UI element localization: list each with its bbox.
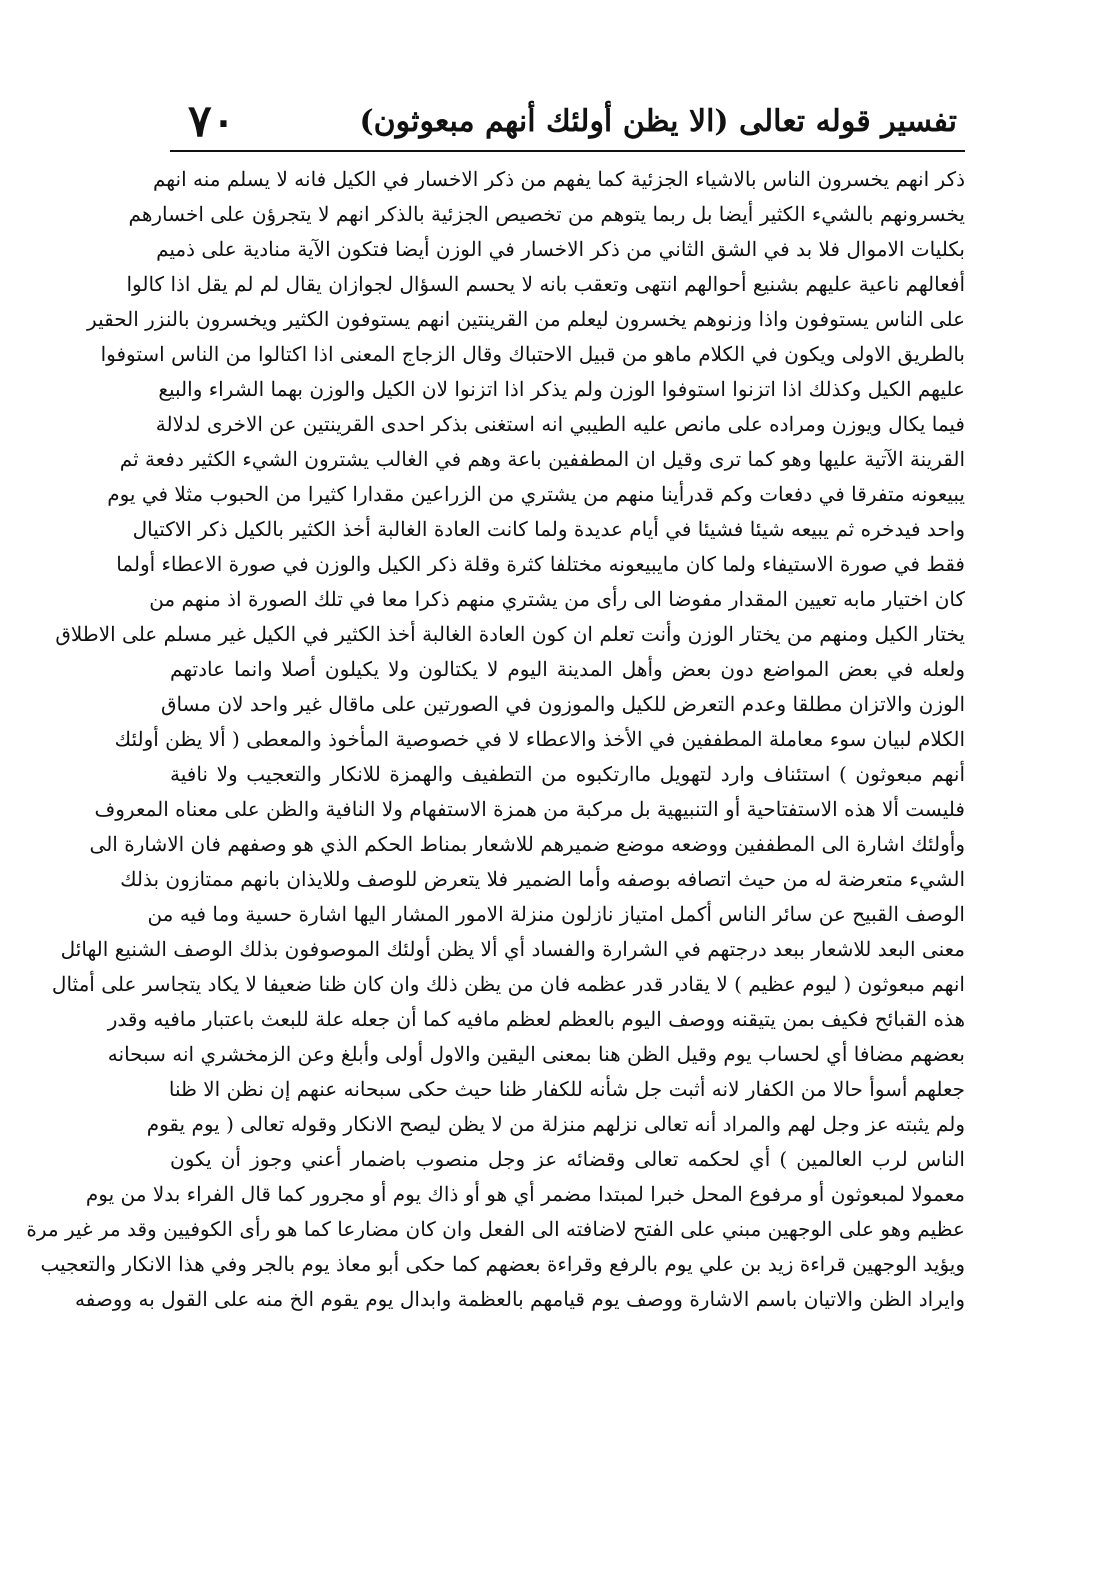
text-line: انهم مبعوثون ( ليوم عظيم ) لا يقادر قدر عظمه فان من يظن ذلك وان كان ظنا ضعيفا لا يكاد يتجاسر على أمثال xyxy=(51,972,965,996)
text-line: الناس لرب العالمين ) أي لحكمه تعالى وقضائه عز وجل منصوب باضمار أعني وجوز أن يكون xyxy=(170,1147,965,1171)
text-line: معنى البعد للاشعار ببعد درجتهم في الشرارة والفساد أي ألا يظن أولئك الموصوفون بذلك الوصف الشنيع الهائل xyxy=(60,937,965,961)
text-line: أنهم مبعوثون ) استئناف وارد لتهويل ماارتكبوه من التطفيف والهمزة للانكار والتعجيب ولا نافية xyxy=(170,762,965,786)
text-line: الوزن والاتزان مطلقا وعدم التعرض للكيل والموزون في الصورتين على ماقال غير واحد لان مساق xyxy=(160,692,965,716)
header-title: تفسير قوله تعالى (الا يظن أولئك أنهم مبعوثون) xyxy=(359,104,957,139)
text-line: ذكر انهم يخسرون الناس بالاشياء الجزئية كما يفهم من ذكر الاخسار في الكيل فانه لا يسلم منه انهم xyxy=(153,167,965,191)
text-line: وأولئك اشارة الى المطففين ووضعه موضع ضميرهم للاشعار بمناط الحكم الذي هو وصفهم فان الاشارة الى xyxy=(89,832,965,856)
text-line: وايراد الظن والاتيان باسم الاشارة ووصف يوم قيامهم بالعظمة وابدال يوم يقوم الخ منه على القول به ووصفه xyxy=(75,1287,965,1311)
text-line: القرينة الآتية عليها وهو كما ترى وقيل ان المطففين باعة وهم في الغالب يشترون الشيء الكثير دفعة ثم xyxy=(119,447,965,471)
text-line: عظيم وهو على الوجهين مبني على الفتح لاضافته الى الفعل وان كان مضارعا كما هو رأى الكوفيين وقد مر غير مرة xyxy=(26,1217,965,1241)
text-line: عليهم الكيل وكذلك اذا اتزنوا استوفوا الوزن ولم يذكر اذا اتزنوا لان الكيل والوزن بهما الشراء والبيع xyxy=(158,377,965,401)
text-line: الشيء متعرضة له من حيث اتصافه بوصفه وأما الضمير فلا يتعرض للوصف وللايذان بانهم ممتازون بذلك xyxy=(120,867,965,891)
text-line: ولم يثبته عز وجل لهم والمراد أنه تعالى نزلهم منزلة من لا يظن ليصح الانكار وقوله تعالى ( يوم يقوم xyxy=(146,1112,965,1136)
text-line: أفعالهم ناعية عليهم بشنيع أحوالهم انتهى وتعقب بانه لا يحسم السؤال لجوازان يقال لم لم يقل اذا كالوا xyxy=(126,272,965,296)
text-line: بكليات الاموال فلا بد في الشق الثاني من ذكر الاخسار في الوزن أيضا فتكون الآية منادية على ذميم xyxy=(156,237,965,261)
text-line: فقط في صورة الاستيفاء ولما كان مايبيعونه مختلفا كثرة وقلة ذكر الكيل والوزن في صورة الاعطاء أولما xyxy=(116,552,965,576)
running-header xyxy=(170,92,965,152)
text-line: كان اختيار مابه تعيين المقدار مفوضا الى رأى من يشتري منهم ذكرا معا في تلك الصورة اذ منهم من xyxy=(149,587,965,611)
page-number: ٧٠ xyxy=(188,96,236,147)
text-line: ولعله في بعض المواضع دون بعض وأهل المدينة اليوم لا يكتالون ولا يكيلون أصلا وانما عادتهم xyxy=(170,657,965,681)
text-line: هذه القبائح فكيف بمن يتيقنه ووصف اليوم بالعظم لعظم مافيه كما أن جعله علة للبعث باعتبار مافيه وقدر xyxy=(107,1007,965,1031)
text-line: بعضهم مضافا أي لحساب يوم وقيل الظن هنا بمعنى اليقين والاول أولى وأبلغ وعن الزمخشري انه سبحانه xyxy=(107,1042,965,1066)
text-line: فليست ألا هذه الاستفتاحية أو التنبيهية بل مركبة من همزة الاستفهام ولا النافية والظن على معناه المعروف xyxy=(94,797,965,821)
text-line: جعلهم أسوأ حالا من الكفار لانه أثبت جل شأنه للكفار ظنا حيث حكى سبحانه عنهم إن نظن الا ظنا xyxy=(168,1077,965,1101)
text-line: يختار الكيل ومنهم من يختار الوزن وأنت تعلم ان كون العادة الغالبة أخذ الكثير في الكيل غير مسلم على الاطلاق xyxy=(55,622,965,646)
text-line: يخسرونهم بالشيء الكثير أيضا بل ربما يتوهم من تخصيص الجزئية بالذكر انهم لا يتجرؤن على اخسارهم xyxy=(128,202,965,226)
text-line: ويؤيد الوجهين قراءة زيد بن علي يوم بالرفع وقراءة بعضهم كما حكى أبو معاذ يوم بالجر وفي هذا الانكار والتعجيب xyxy=(40,1252,965,1276)
text-line: يبيعونه متفرقا في دفعات وكم قدرأينا منهم من يشتري من الزراعين مقدارا كثيرا من الحبوب مثلا في يوم xyxy=(107,482,965,506)
text-line: الوصف القبيح عن سائر الناس أكمل امتياز نازلون منزلة الامور المشار اليها اشارة حسية وما فيه من xyxy=(147,902,965,926)
text-line: بالطريق الاولى ويكون في الكلام ماهو من قبيل الاحتباك وقال الزجاج المعنى اذا اكتالوا من الناس استوفوا xyxy=(100,342,965,366)
text-line: فيما يكال ويوزن ومراده على مانص عليه الطيبي انه استغنى بذكر احدى القرينتين عن الاخرى لدلالة xyxy=(155,412,965,436)
text-line: واحد فيدخره ثم يبيعه شيئا فشيئا في أيام عديدة ولما كانت العادة الغالبة أخذ الكثير بالكيل ذكر الاكتيال xyxy=(132,517,965,541)
body-text xyxy=(26,162,965,1317)
text-line: معمولا لمبعوثون أو مرفوع المحل خبرا لمبتدا مضمر أي هو أو ذاك يوم أو مجرور كما قال الفراء بدلا من يوم xyxy=(85,1182,965,1206)
text-line: الكلام لبيان سوء معاملة المطففين في الأخذ والاعطاء لا في خصوصية المأخوذ والمعطى ( ألا يظن أولئك xyxy=(114,727,965,751)
text-line: على الناس يستوفون واذا وزنوهم يخسرون ليعلم من القرينتين انهم يستوفون الكثير ويخسرون بالنزر الحقير xyxy=(87,307,965,331)
